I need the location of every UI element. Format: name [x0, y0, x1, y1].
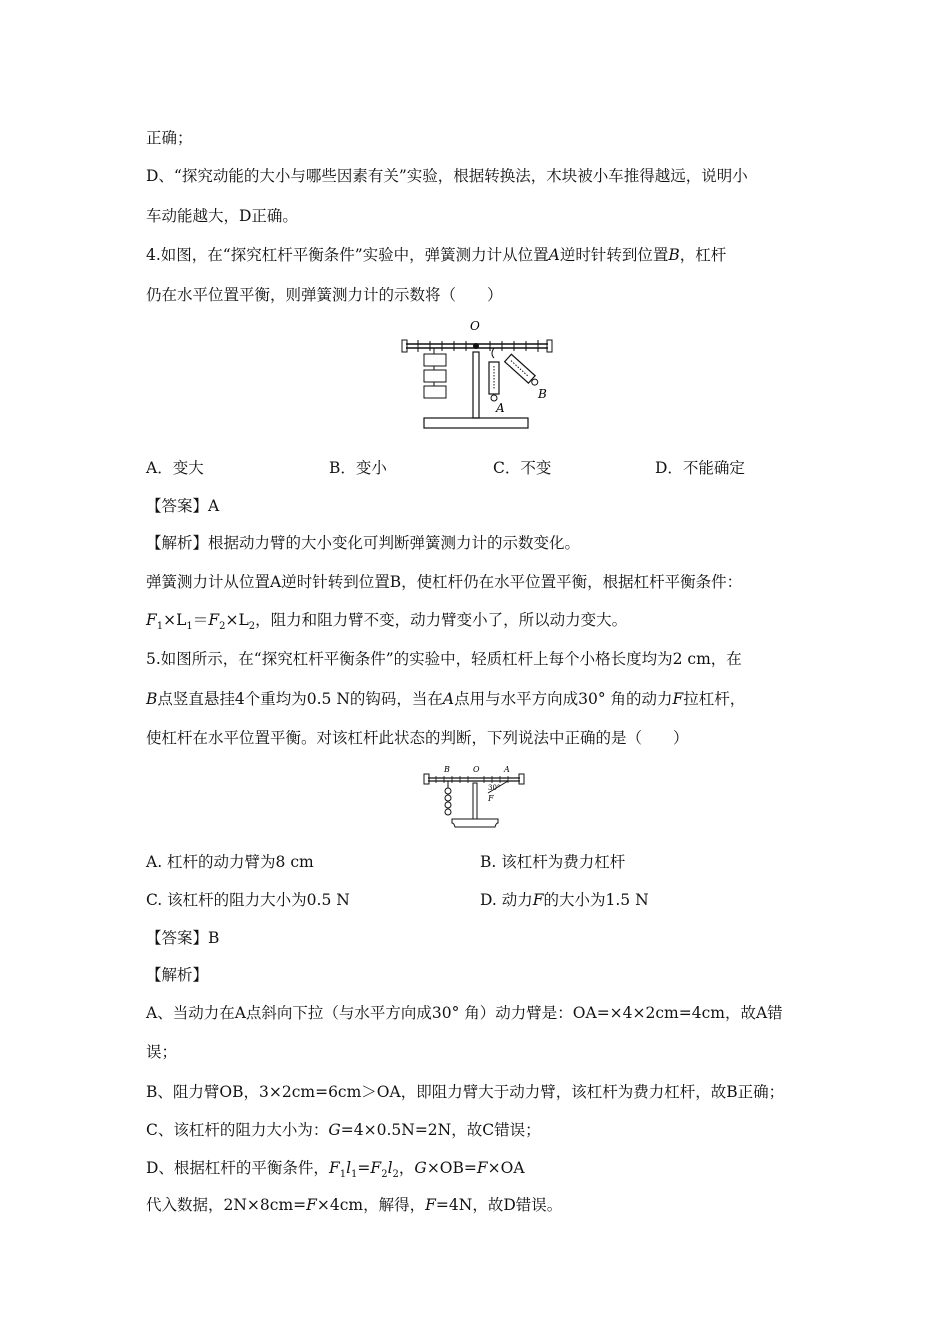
label-O: O [473, 765, 480, 774]
lever-figure-2 [422, 762, 528, 836]
text-line: C、该杠杆的阻力大小为：G=4×0.5N=2N，故C错误； [146, 1121, 541, 1139]
label-F: F [488, 794, 494, 803]
label-B: B [444, 765, 450, 774]
q4-option-c[interactable]: C．不变 [493, 459, 552, 477]
q4-option-b[interactable]: B．变小 [329, 459, 387, 477]
q5-option-a[interactable]: A. 杠杆的动力臂为8 cm [146, 853, 314, 871]
text-line: D、“探究动能的大小与哪些因素有关”实验，根据转换法，木块被小车推得越远，说明小 [146, 167, 748, 185]
text-line: D、根据杠杆的平衡条件，$F_1l_1=F_2l_2$，G×OB=F×OA [146, 1159, 525, 1181]
question-4-stem: 4.如图，在“探究杠杆平衡条件”实验中，弹簧测力计从位置A逆时针转到位置B，杠杆 [146, 246, 727, 264]
q5-option-b[interactable]: B. 该杠杆为费力杠杆 [480, 853, 626, 871]
text-line: A、当动力在A点斜向下拉（与水平方向成30° 角）动力臂是：OA=×4×2cm=4cm，故A错 [146, 1004, 783, 1022]
text-line: 代入数据，2N×8cm=F×4cm，解得，F=4N，故D错误。 [146, 1196, 563, 1214]
q5-answer: 【答案】B [146, 929, 220, 947]
q5-option-c[interactable]: C. 该杠杆的阻力大小为0.5 N [146, 891, 350, 909]
question-4-stem-2: 仍在水平位置平衡，则弹簧测力计的示数将（ ） [146, 286, 503, 304]
text-line: 误； [146, 1043, 178, 1061]
q5-option-d[interactable]: D. 动力F的大小为1.5 N [480, 891, 649, 909]
lever-figure-1 [400, 318, 556, 436]
label-A: A [504, 765, 510, 774]
text-line: 正确； [146, 129, 193, 147]
question-5-stem-3: 使杠杆在水平位置平衡。对该杠杆此状态的判断，下列说法中正确的是（ ） [146, 729, 689, 747]
q5-analysis: 【解析】 [146, 966, 209, 984]
label-O: O [470, 319, 480, 333]
question-5-stem: 5.如图所示，在“探究杠杆平衡条件”的实验中，轻质杠杆上每个小格长度均为2 cm，在 [146, 650, 742, 668]
q4-answer: 【答案】A [146, 497, 220, 515]
text-line: 弹簧测力计从位置A逆时针转到位置B，使杠杆仍在水平位置平衡，根据杠杆平衡条件： [146, 573, 743, 591]
text-line: B、阻力臂OB，3×2cm=6cm＞OA，即阻力臂大于动力臂，该杠杆为费力杠杆，故B正确； [146, 1083, 785, 1101]
label-angle: 30° [488, 784, 501, 792]
label-B: B [538, 387, 547, 401]
label-A: A [496, 401, 505, 415]
text-line: 车动能越大，D正确。 [146, 207, 298, 225]
question-5-stem-2: B点竖直悬挂4个重均为0.5 N的钩码，当在A点用与水平方向成30° 角的动力F拉杠杆， [146, 690, 746, 708]
q4-analysis: 【解析】根据动力臂的大小变化可判断弹簧测力计的示数变化。 [146, 534, 581, 552]
text-line: $F_1\times L_1=F_2\times L_2$，阻力和阻力臂不变，动力臂变小了，所以动力变大。 [146, 611, 628, 633]
q4-option-d[interactable]: D．不能确定 [655, 459, 745, 477]
q4-option-a[interactable]: A．变大 [146, 459, 204, 477]
